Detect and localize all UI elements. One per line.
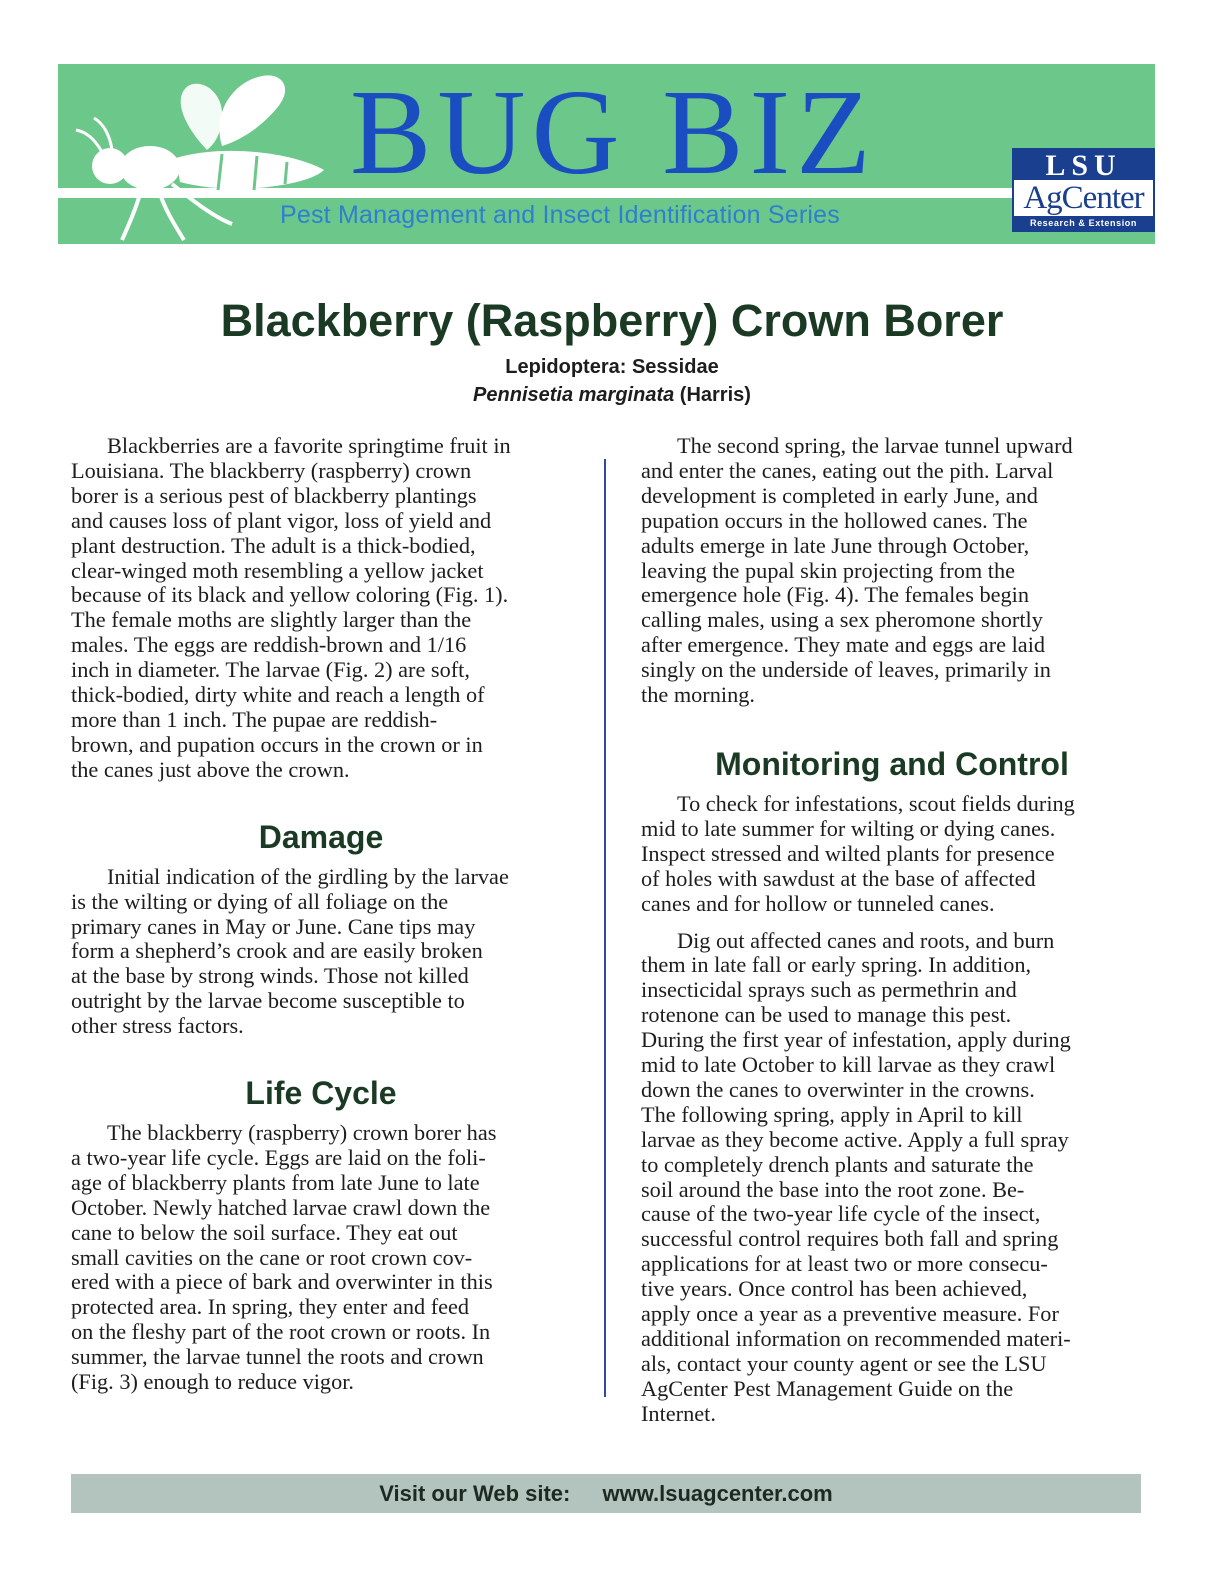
left-column — [71, 434, 571, 1395]
damage-paragraph: Initial indication of the girdling by the larvae is the wilting or dying of all foliage on the primary canes in May or June. Cane tips may form a shepherd’s crook and are easily broken at the base by strong winds. Those not killed outright by the larvae become susceptible to other stress factors. — [71, 863, 509, 1039]
species-italic: Pennisetia marginata — [473, 384, 675, 406]
lsu-agcenter-logo — [1012, 148, 1155, 232]
logo-middle-text: AgCenter — [1023, 180, 1144, 216]
document-title: Blackberry (Raspberry) Crown Borer — [220, 295, 1004, 346]
header-banner — [58, 64, 1155, 244]
logo-top-text: LSU — [1014, 150, 1153, 180]
species-author: (Harris) — [679, 384, 751, 406]
brand-subtitle: Pest Management and Insect Identification Series — [280, 201, 840, 229]
second-spring-paragraph: The second spring, the larvae tunnel upward and enter the canes, eating out the pith. Larval development is completed in early June, and pupation occurs in the hollowed canes. The adults emerge in late June through October, leaving the pupal skin projecting from the emergence hole (Fig. 4). The females begin calling males, using a sex pheromone shortly after emergence. They mate and eggs are laid singly on the underside of leaves, primarily in the morning. — [641, 433, 1073, 708]
life-cycle-heading: Life Cycle — [245, 1075, 397, 1112]
footer-bar — [71, 1474, 1141, 1513]
intro-paragraph: Blackberries are a favorite springtime fruit in Louisiana. The blackberry (raspberry) crown borer is a serious pest of blackberry plantings and causes loss of plant vigor, loss of yield and plant destruction. The adult is a thick-bodied, clear-winged moth resembling a yellow jacket because of its black and yellow coloring (Fig. 1). The female moths are slightly larger than the males. The eggs are reddish-brown and 1/16 inch in diameter. The larvae (Fig. 2) are soft, thick-bodied, dirty white and reach a length of more than 1 inch. The pupae are reddish- brown, and pupation occurs in the crown or in the canes just above the crown. — [71, 433, 511, 782]
logo-bottom-text: Research & Extension — [1014, 216, 1153, 230]
taxonomic-order: Lepidoptera: Sessidae — [505, 356, 719, 378]
control-paragraph: Dig out affected canes and roots, and burn them in late fall or early spring. In addition, insecticidal sprays such as permethrin and rotenone can be used to manage this pest. During the first year of infestation, apply during mid to late October to kill larvae as they crawl down the canes to overwinter in the crowns. The following spring, apply in April to kill larvae as they become active. Apply a full spray to completely drench plants and saturate the soil around the base into the root zone. Be- cause of the two-year life cycle of the insect, successful control requires both fall and spring applications for at least two or more consecu- tive years. Once control has been achieved, apply once a year as a preventive measure. For additional information on recommended materi- als, contact your county agent or see the LSU AgCenter Pest Management Guide on the Internet. — [641, 927, 1071, 1426]
column-divider — [604, 459, 606, 1397]
life-cycle-paragraph: The blackberry (raspberry) crown borer has a two-year life cycle. Eggs are laid on the foli- age of blackberry plants from late June to late October. Newly hatched larvae crawl down the cane to below the soil surface. They eat out small cavities on the cane or root crown cov- ered with a piece of bark and overwinter in this protected area. In spring, they enter and feed on the fleshy part of the root crown or roots. In summer, the larvae tunnel the roots and crown (Fig. 3) enough to reduce vigor. — [71, 1120, 497, 1395]
footer-label: Visit our Web site: — [379, 1481, 571, 1506]
footer-website-link[interactable]: www.lsuagcenter.com — [602, 1481, 833, 1506]
right-column — [641, 434, 1143, 1427]
title-block — [0, 292, 1224, 409]
damage-heading: Damage — [258, 818, 384, 855]
monitoring-heading: Monitoring and Control — [715, 745, 1069, 782]
brand-title: BUG BIZ — [350, 65, 877, 200]
species-name — [0, 381, 1224, 409]
monitoring-paragraph: To check for infestations, scout fields during mid to late summer for wilting or dying canes. Inspect stressed and wilted plants for presence of holes with sawdust at the base of affected canes and for hollow or tunneled canes. — [641, 790, 1075, 916]
